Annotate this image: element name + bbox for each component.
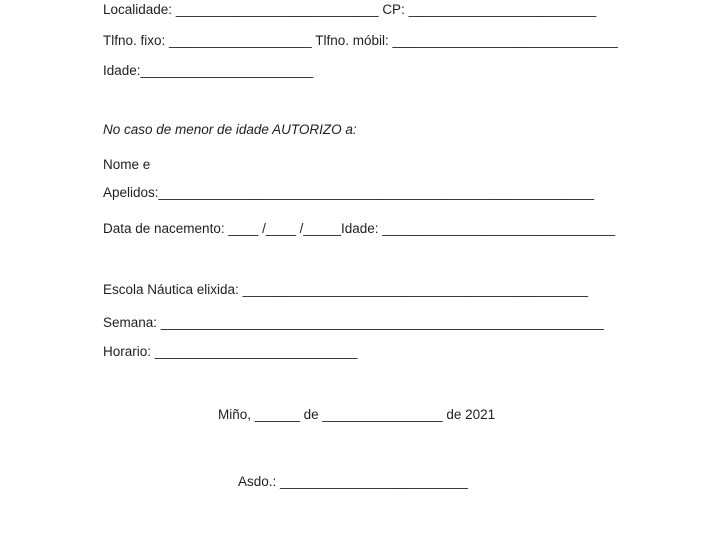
- escola-row: [103, 282, 588, 298]
- asdo-blank: _________________________: [280, 474, 468, 489]
- date-day-blank: ______: [254, 407, 300, 422]
- date-month-blank: ________________: [322, 407, 443, 422]
- localidade-label: Localidade:: [103, 2, 173, 17]
- semana-row: [103, 315, 604, 331]
- apelidos-blank: __________________________________________________________: [158, 185, 595, 200]
- localidade-cp-row: [103, 2, 596, 18]
- horario-row: [103, 344, 358, 360]
- minor-authorization-text: No caso de menor de idade AUTORIZO a:: [103, 122, 357, 137]
- nacemento-date-blanks: ____ /____ /_____: [228, 221, 341, 236]
- date-year-label: de 2021: [446, 407, 496, 422]
- signature-row: [238, 474, 468, 490]
- asdo-label: Asdo.:: [238, 474, 277, 489]
- date-de-label: de: [303, 407, 319, 422]
- semana-blank: ___________________________________________________________: [160, 315, 604, 330]
- nacemento-idade-blank: _______________________________: [382, 221, 616, 236]
- nome-label: Nome e: [103, 157, 151, 172]
- nacemento-label: Data de nacemento:: [103, 221, 225, 236]
- horario-blank: ___________________________: [154, 344, 358, 359]
- apelidos-label: Apelidos:: [103, 185, 159, 200]
- telephone-row: [103, 33, 618, 49]
- idade-blank: _______________________: [140, 63, 314, 78]
- escola-blank: ______________________________________________: [242, 282, 588, 297]
- place-city-label: Miño,: [218, 407, 252, 422]
- apelidos-row: [103, 185, 594, 201]
- place-date-row: [218, 407, 495, 423]
- minor-authorization-note: [103, 122, 357, 138]
- semana-label: Semana:: [103, 315, 158, 330]
- escola-label: Escola Náutica elixida:: [103, 282, 239, 297]
- localidade-blank: ___________________________: [175, 2, 379, 17]
- nome-row: [103, 157, 150, 173]
- cp-label: CP:: [382, 2, 405, 17]
- tlfno-mobil-blank: ______________________________: [392, 33, 618, 48]
- idade-label: Idade:: [103, 63, 141, 78]
- nacemento-idade-label: Idade:: [340, 221, 379, 236]
- cp-blank: _________________________: [408, 2, 597, 17]
- horario-label: Horario:: [103, 344, 152, 359]
- tlfno-fixo-label: Tlfno. fixo:: [103, 33, 166, 48]
- nacemento-row: [103, 221, 615, 237]
- tlfno-mobil-label: Tlfno. móbil:: [315, 33, 389, 48]
- idade-row: [103, 63, 313, 79]
- tlfno-fixo-blank: ___________________: [169, 33, 312, 48]
